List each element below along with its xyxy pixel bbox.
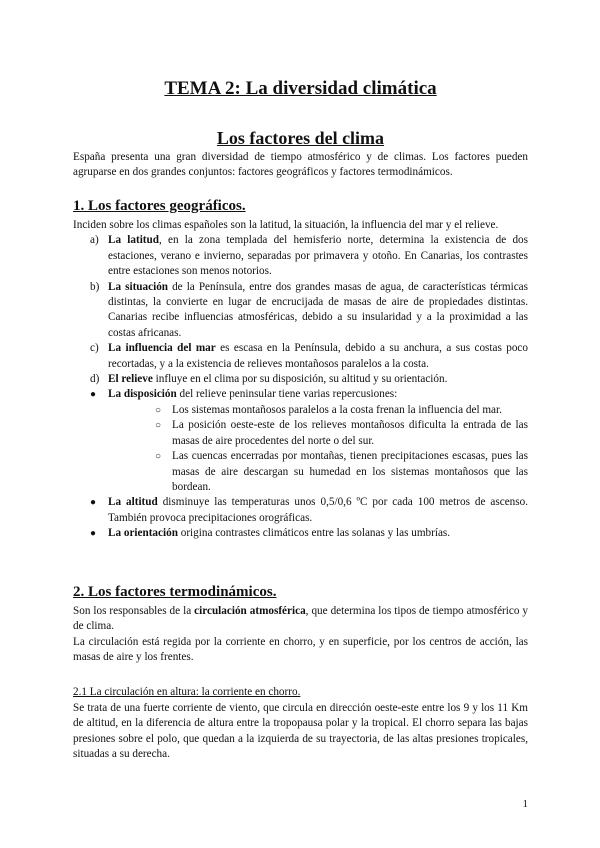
list-marker: c) <box>90 342 99 355</box>
bullet-icon: ● <box>90 497 97 509</box>
list-item-text: Los sistemas montañosos paralelos a la costa frenan la influencia del mar. <box>172 403 502 416</box>
list-item-text: de la Península, entre dos grandes masas de agua, de características térmicas distintas, la convierte en lugar de encrucijada de masas de aire de propiedades distintas. Canarias recibe influencias atmosféricas, debido a su insularidad y a la proximidad a las costas africanas. <box>108 280 528 339</box>
list-item <box>73 341 528 372</box>
section1-intro: Inciden sobre los climas españoles son la latitud, la situación, la influencia del mar y el relieve. <box>73 219 499 231</box>
list-item-text: del relieve peninsular tiene varias repercusiones: <box>176 388 398 401</box>
intro-text: España presenta una gran diversidad de tiempo atmosférico y de climas. Los factores pueden agruparse en dos grandes conjuntos: factores geográficos y factores termodinámicos. <box>73 151 528 179</box>
sub-bullet-icon: ○ <box>155 404 162 416</box>
page-title: TEMA 2: La diversidad climática <box>164 78 437 99</box>
list-item <box>73 449 528 495</box>
subsection-body <box>73 701 528 763</box>
subsection-paragraph: Se trata de una fuerte corriente de viento, que circula en dirección oeste-este entre los 9 y los 11 Km de altitud, en la diferencia de altura entre la tropopausa polar y la tropical. El chorro separa las bajas presiones sobre el polo, que quedan a la izquierda de su trayectoria, de las altas presiones tropicales, situadas a su derecha. <box>73 702 528 761</box>
bullet-icon: ● <box>90 528 97 540</box>
section2-paragraph-1 <box>73 604 528 635</box>
bullet-list <box>73 495 528 541</box>
list-item <box>73 387 528 402</box>
intro-paragraph <box>73 150 528 181</box>
section-subtitle: Los factores del clima <box>216 128 385 148</box>
list-item <box>73 526 528 541</box>
page-number: 1 <box>522 798 528 810</box>
bullet-icon: ● <box>90 389 97 401</box>
list-item-bold: La situación <box>108 280 169 293</box>
list-item <box>73 233 528 279</box>
alpha-list <box>73 233 528 387</box>
list-item-text: Las cuencas encerradas por montañas, tienen precipitaciones escasas, pues las masas de aire descargan su humedad en los sistemas montañosos que las bordean. <box>172 450 528 493</box>
list-item <box>73 280 528 342</box>
list-item-text: , en la zona templada del hemisferio norte, determina la existencia de dos estaciones, verano e invierno, separadas por primavera y otoño. En Canarias, los contrastes entre estaciones son menos notorios. <box>108 234 528 278</box>
list-item-bold: La altitud <box>108 496 158 509</box>
list-item <box>73 403 528 418</box>
list-item-bold: La influencia del mar <box>108 342 216 355</box>
list-item-text: es escasa en la Península, debido a su anchura, a sus costas poco recortadas, y a la existencia de relieves montañosos paralelos a la costa. <box>108 342 528 370</box>
list-item <box>73 372 528 387</box>
list-item-text: origina contrastes climáticos entre las solanas y las umbrías. <box>177 527 451 540</box>
sub-bullet-icon: ○ <box>155 451 162 463</box>
paragraph-text: Son los responsables de la <box>73 605 195 617</box>
list-item <box>73 495 528 526</box>
list-item-bold: El relieve <box>108 373 153 386</box>
list-item-bold: La disposición <box>108 388 177 401</box>
section2-heading: 2. Los factores termodinámicos. <box>73 584 277 600</box>
sub-bullet-icon: ○ <box>155 420 162 432</box>
section1-body <box>73 218 528 542</box>
list-item-text: La posición oeste-este de los relieves montañosos dificulta la entrada de las masas de aire procedentes del norte o del sur. <box>172 419 528 447</box>
list-item <box>73 418 528 449</box>
section2-body <box>73 604 528 666</box>
list-item-bold: La latitud <box>108 234 159 247</box>
list-marker: a) <box>90 234 99 247</box>
list-item-bold: La orientación <box>108 527 178 540</box>
sub-bullet-list <box>73 403 528 495</box>
paragraph-bold: circulación atmosférica <box>194 605 306 617</box>
bullet-list <box>73 387 528 402</box>
list-marker: b) <box>90 280 100 293</box>
list-item-text: disminuye las temperaturas unos 0,5/0,6 ºC por cada 100 metros de ascenso. También provoca precipitaciones orográficas. <box>108 496 528 524</box>
list-marker: d) <box>90 373 100 386</box>
paragraph-text: , que determina los tipos de tiempo atmosférico y de clima. <box>73 605 529 633</box>
subsection-heading: 2.1 La circulación en altura: la corriente en chorro. <box>73 686 301 698</box>
section1-heading: 1. Los factores geográficos. <box>73 198 246 214</box>
section2-paragraph-2: La circulación está regida por la corriente en chorro, y en superficie, por los centros de acción, las masas de aire y los frentes. <box>73 635 528 664</box>
list-item-text: influye en el clima por su disposición, su altitud y su orientación. <box>152 373 448 386</box>
